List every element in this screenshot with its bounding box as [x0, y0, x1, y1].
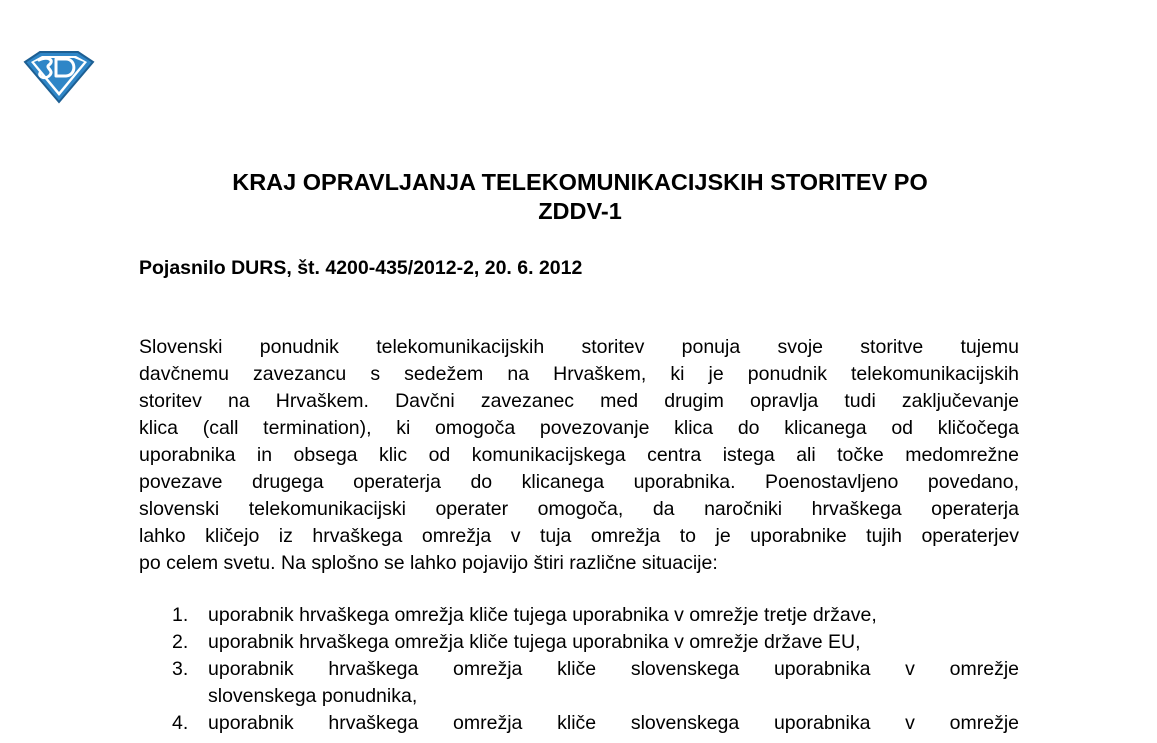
- paragraph-line: davčnemu zavezancu s sedežem na Hrvaškem, ki je ponudnik telekomunikacijskih: [139, 363, 1019, 385]
- sd-shield-logo-icon: [22, 50, 96, 104]
- document-title: [140, 168, 1020, 226]
- paragraph-line: povezave drugega operaterja do klicanega uporabnika. Poenostavljeno povedano,: [139, 471, 1019, 493]
- title-line-1: KRAJ OPRAVLJANJA TELEKOMUNIKACIJSKIH STORITEV PO: [232, 169, 928, 195]
- list-item-number: 1.: [172, 604, 189, 626]
- list-item: [139, 629, 1019, 656]
- list-item-text: uporabnik hrvaškega omrežja kliče slovenskega uporabnika v omrežje: [208, 658, 1019, 680]
- situations-list: [139, 602, 1019, 737]
- paragraph-line: Slovenski ponudnik telekomunikacijskih storitev ponuja svoje storitve tujemu: [139, 336, 1019, 358]
- document-subtitle: Pojasnilo DURS, št. 4200-435/2012-2, 20. 6. 2012: [139, 257, 583, 279]
- paragraph-line: uporabnika in obsega klic od komunikacijskega centra istega ali točke medomrežne: [139, 444, 1019, 466]
- list-item-text: uporabnik hrvaškega omrežja kliče slovenskega uporabnika v omrežje: [208, 712, 1019, 734]
- paragraph-line: slovenski telekomunikacijski operater omogoča, da naročniki hrvaškega operaterja: [139, 498, 1019, 520]
- list-item: [139, 710, 1019, 737]
- paragraph-line: lahko kličejo iz hrvaškega omrežja v tuja omrežja to je uporabnike tujih operaterjev: [139, 525, 1019, 547]
- list-item: [139, 656, 1019, 710]
- body-paragraph: [139, 334, 1019, 577]
- title-line-2: ZDDV-1: [538, 198, 622, 224]
- paragraph-line: klica (call termination), ki omogoča povezovanje klica do klicanega od kličočega: [139, 417, 1019, 439]
- list-item-number: 2.: [172, 631, 189, 653]
- paragraph-line: storitev na Hrvaškem. Davčni zavezanec med drugim opravlja tudi zaključevanje: [139, 390, 1019, 412]
- list-item-number: 3.: [172, 658, 189, 680]
- paragraph-line: po celem svetu. Na splošno se lahko pojavijo štiri različne situacije:: [139, 552, 718, 574]
- list-item-text: uporabnik hrvaškega omrežja kliče tujega uporabnika v omrežje države EU,: [208, 631, 861, 653]
- list-item-text: uporabnik hrvaškega omrežja kliče tujega uporabnika v omrežje tretje države,: [208, 604, 877, 626]
- list-item-text: slovenskega ponudnika,: [208, 685, 418, 707]
- list-item: [139, 602, 1019, 629]
- list-item-number: 4.: [172, 712, 189, 734]
